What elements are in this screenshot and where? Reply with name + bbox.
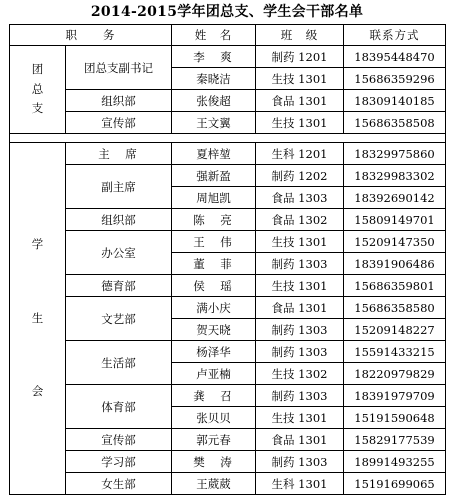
dept-cell: 体育部 <box>66 385 172 429</box>
table-row <box>10 143 446 165</box>
header-contact: 联系方式 <box>344 25 446 46</box>
class-cell: 食品 1302 <box>256 209 344 231</box>
name-cell: 夏梓堃 <box>172 143 256 165</box>
name-cell: 卢亚楠 <box>172 363 256 385</box>
phone-cell: 18329983302 <box>344 165 446 187</box>
dept-cell: 主 席 <box>66 143 172 165</box>
table-row <box>10 275 446 297</box>
name-cell: 强新盈 <box>172 165 256 187</box>
name-cell: 董 菲 <box>172 253 256 275</box>
cadre-table <box>9 24 446 495</box>
class-cell: 制药 1303 <box>256 451 344 473</box>
class-cell: 制药 1303 <box>256 253 344 275</box>
dept-cell: 副主席 <box>66 165 172 209</box>
phone-cell: 15686359801 <box>344 275 446 297</box>
group-spacer <box>10 134 446 143</box>
phone-cell: 18391906486 <box>344 253 446 275</box>
name-cell: 陈 亮 <box>172 209 256 231</box>
phone-cell: 15809149701 <box>344 209 446 231</box>
phone-cell: 15686358508 <box>344 112 446 134</box>
class-cell: 制药 1303 <box>256 341 344 363</box>
header-row <box>10 25 446 46</box>
dept-cell: 宣传部 <box>66 112 172 134</box>
dept-cell: 组织部 <box>66 90 172 112</box>
table-row <box>10 165 446 187</box>
dept-cell: 生活部 <box>66 341 172 385</box>
name-cell: 李 爽 <box>172 46 256 68</box>
table-row <box>10 429 446 451</box>
class-cell: 食品 1303 <box>256 187 344 209</box>
name-cell: 张俊超 <box>172 90 256 112</box>
name-cell: 王文翼 <box>172 112 256 134</box>
header-position: 职 务 <box>10 25 172 46</box>
name-cell: 龚 召 <box>172 385 256 407</box>
class-cell: 生技 1301 <box>256 231 344 253</box>
class-cell: 制药 1202 <box>256 165 344 187</box>
dept-cell: 文艺部 <box>66 297 172 341</box>
phone-cell: 15686358580 <box>344 297 446 319</box>
phone-cell: 15591433215 <box>344 341 446 363</box>
table-row <box>10 231 446 253</box>
class-cell: 生科 1201 <box>256 143 344 165</box>
phone-cell: 15829177539 <box>344 429 446 451</box>
table-row <box>10 451 446 473</box>
phone-cell: 18329975860 <box>344 143 446 165</box>
table-row <box>10 341 446 363</box>
class-cell: 生技 1301 <box>256 68 344 90</box>
table-row <box>10 297 446 319</box>
phone-cell: 18991493255 <box>344 451 446 473</box>
phone-cell: 18309140185 <box>344 90 446 112</box>
class-cell: 制药 1201 <box>256 46 344 68</box>
dept-cell: 办公室 <box>66 231 172 275</box>
name-cell: 王葳葳 <box>172 473 256 495</box>
class-cell: 制药 1303 <box>256 319 344 341</box>
group-label-tzz: 团 总 支 <box>10 46 66 134</box>
class-cell: 生技 1301 <box>256 275 344 297</box>
name-cell: 贺天晓 <box>172 319 256 341</box>
header-class: 班 级 <box>256 25 344 46</box>
class-cell: 食品 1301 <box>256 90 344 112</box>
phone-cell: 18220979829 <box>344 363 446 385</box>
dept-cell: 团总支副书记 <box>66 46 172 90</box>
phone-cell: 18391979709 <box>344 385 446 407</box>
class-cell: 生技 1301 <box>256 407 344 429</box>
name-cell: 秦晓洁 <box>172 68 256 90</box>
phone-cell: 15209147350 <box>344 231 446 253</box>
phone-cell: 18392690142 <box>344 187 446 209</box>
class-cell: 生科 1301 <box>256 473 344 495</box>
name-cell: 周旭凯 <box>172 187 256 209</box>
name-cell: 侯 瑶 <box>172 275 256 297</box>
phone-cell: 15209148227 <box>344 319 446 341</box>
phone-cell: 15191590648 <box>344 407 446 429</box>
phone-cell: 15191699065 <box>344 473 446 495</box>
class-cell: 制药 1303 <box>256 385 344 407</box>
table-row <box>10 209 446 231</box>
phone-cell: 15686359296 <box>344 68 446 90</box>
header-name: 姓 名 <box>172 25 256 46</box>
table-row <box>10 473 446 495</box>
class-cell: 生技 1302 <box>256 363 344 385</box>
dept-cell: 组织部 <box>66 209 172 231</box>
dept-cell: 学习部 <box>66 451 172 473</box>
class-cell: 食品 1301 <box>256 429 344 451</box>
table-row <box>10 46 446 68</box>
table-row <box>10 90 446 112</box>
table-row <box>10 112 446 134</box>
class-cell: 生技 1301 <box>256 112 344 134</box>
name-cell: 杨泽华 <box>172 341 256 363</box>
name-cell: 王 伟 <box>172 231 256 253</box>
class-cell: 食品 1301 <box>256 297 344 319</box>
name-cell: 满小庆 <box>172 297 256 319</box>
dept-cell: 女生部 <box>66 473 172 495</box>
name-cell: 张贝贝 <box>172 407 256 429</box>
name-cell: 郭元春 <box>172 429 256 451</box>
table-row <box>10 385 446 407</box>
name-cell: 樊 涛 <box>172 451 256 473</box>
group-label-xsh: 学 生 会 <box>10 143 66 495</box>
dept-cell: 宣传部 <box>66 429 172 451</box>
dept-cell: 德育部 <box>66 275 172 297</box>
phone-cell: 18395448470 <box>344 46 446 68</box>
document-title: 2014-2015学年团总支、学生会干部名单 <box>90 4 364 20</box>
